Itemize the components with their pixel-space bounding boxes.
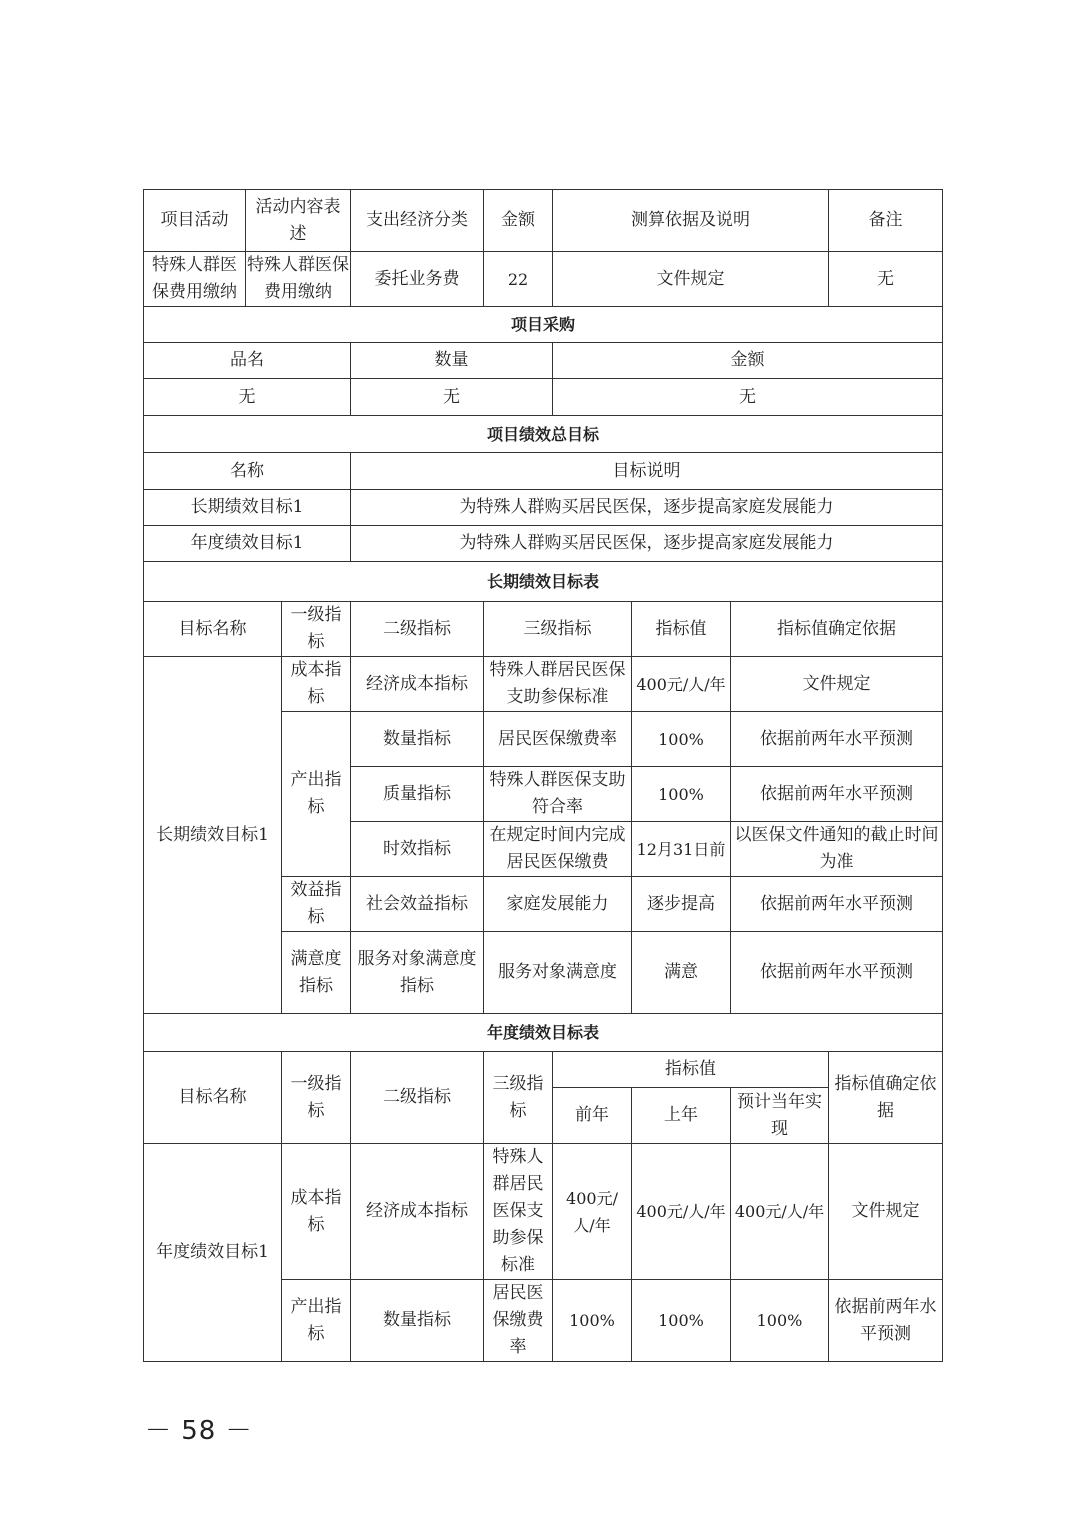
an-header-l3: 三级指标 bbox=[484, 1052, 553, 1144]
header-category: 支出经济分类 bbox=[351, 190, 484, 252]
an-header-l1: 一级指标 bbox=[282, 1052, 351, 1144]
lt-l2: 经济成本指标 bbox=[351, 657, 484, 712]
lt-l2: 数量指标 bbox=[351, 712, 484, 767]
overall-title-row bbox=[144, 416, 943, 453]
an-l2: 数量指标 bbox=[351, 1280, 484, 1362]
annual-header-row bbox=[144, 1052, 943, 1088]
an-basis: 文件规定 bbox=[829, 1144, 943, 1280]
lt-l2: 服务对象满意度指标 bbox=[351, 932, 484, 1014]
header-activity: 项目活动 bbox=[144, 190, 246, 252]
lt-value: 400元/人/年 bbox=[632, 657, 731, 712]
procurement-title: 项目采购 bbox=[144, 307, 943, 343]
procurement-amount: 无 bbox=[553, 379, 943, 416]
an-basis: 依据前两年水平预测 bbox=[829, 1280, 943, 1362]
activity-amount: 22 bbox=[484, 252, 553, 307]
activity-name: 特殊人群医保费用缴纳 bbox=[144, 252, 246, 307]
lt-l3: 在规定时间内完成居民医保缴费 bbox=[484, 822, 632, 877]
procurement-header-item: 品名 bbox=[144, 343, 351, 379]
lt-l3: 特殊人群居民医保支助参保标准 bbox=[484, 657, 632, 712]
table-row bbox=[144, 657, 943, 712]
lt-header-l3: 三级指标 bbox=[484, 602, 632, 657]
overall-row bbox=[144, 526, 943, 562]
activity-basis: 文件规定 bbox=[553, 252, 829, 307]
procurement-header-row bbox=[144, 343, 943, 379]
annual-title-row bbox=[144, 1014, 943, 1052]
lt-basis: 以医保文件通知的截止时间为准 bbox=[731, 822, 943, 877]
an-header-l2: 二级指标 bbox=[351, 1052, 484, 1144]
an-header-prev: 前年 bbox=[553, 1088, 632, 1144]
long-term-title: 长期绩效目标表 bbox=[144, 562, 943, 602]
procurement-header-amount: 金额 bbox=[553, 343, 943, 379]
activity-content: 特殊人群医保费用缴纳 bbox=[246, 252, 351, 307]
lt-value: 12月31日前 bbox=[632, 822, 731, 877]
activity-remark: 无 bbox=[829, 252, 943, 307]
lt-basis: 文件规定 bbox=[731, 657, 943, 712]
header-basis: 测算依据及说明 bbox=[553, 190, 829, 252]
an-l1: 产出指标 bbox=[282, 1280, 351, 1362]
lt-l2: 社会效益指标 bbox=[351, 877, 484, 932]
lt-header-basis: 指标值确定依据 bbox=[731, 602, 943, 657]
lt-l3: 特殊人群医保支助符合率 bbox=[484, 767, 632, 822]
lt-l3: 服务对象满意度 bbox=[484, 932, 632, 1014]
overall-goal-desc: 为特殊人群购买居民医保，逐步提高家庭发展能力 bbox=[351, 526, 943, 562]
lt-basis: 依据前两年水平预测 bbox=[731, 877, 943, 932]
activity-header-row bbox=[144, 190, 943, 252]
page-number: － 58 － bbox=[145, 1416, 253, 1446]
procurement-row bbox=[144, 379, 943, 416]
lt-l1-cost: 成本指标 bbox=[282, 657, 351, 712]
an-goal-name: 年度绩效目标1 bbox=[144, 1144, 282, 1362]
an-l3: 居民医保缴费率 bbox=[484, 1280, 553, 1362]
header-content: 活动内容表述 bbox=[246, 190, 351, 252]
table-row bbox=[144, 1144, 943, 1280]
long-term-header-row bbox=[144, 602, 943, 657]
annual-title: 年度绩效目标表 bbox=[144, 1014, 943, 1052]
lt-goal-name: 长期绩效目标1 bbox=[144, 657, 282, 1014]
an-header-expected: 预计当年实现 bbox=[731, 1088, 829, 1144]
an-l1: 成本指标 bbox=[282, 1144, 351, 1280]
an-expected: 400元/人/年 bbox=[731, 1144, 829, 1280]
lt-l1-satisfaction: 满意度指标 bbox=[282, 932, 351, 1014]
overall-goal-name: 年度绩效目标1 bbox=[144, 526, 351, 562]
an-last: 400元/人/年 bbox=[632, 1144, 731, 1280]
lt-header-l1: 一级指标 bbox=[282, 602, 351, 657]
overall-header-row bbox=[144, 453, 943, 490]
header-amount: 金额 bbox=[484, 190, 553, 252]
lt-basis: 依据前两年水平预测 bbox=[731, 712, 943, 767]
an-l2: 经济成本指标 bbox=[351, 1144, 484, 1280]
an-header-basis: 指标值确定依据 bbox=[829, 1052, 943, 1144]
long-term-title-row bbox=[144, 562, 943, 602]
an-header-last: 上年 bbox=[632, 1088, 731, 1144]
procurement-item: 无 bbox=[144, 379, 351, 416]
procurement-title-row bbox=[144, 307, 943, 343]
an-last: 100% bbox=[632, 1280, 731, 1362]
lt-header-name: 目标名称 bbox=[144, 602, 282, 657]
lt-header-l2: 二级指标 bbox=[351, 602, 484, 657]
overall-row bbox=[144, 490, 943, 526]
lt-l1-benefit: 效益指标 bbox=[282, 877, 351, 932]
an-header-name: 目标名称 bbox=[144, 1052, 282, 1144]
lt-basis: 依据前两年水平预测 bbox=[731, 932, 943, 1014]
an-l3: 特殊人群居民医保支助参保标准 bbox=[484, 1144, 553, 1280]
an-header-value: 指标值 bbox=[553, 1052, 829, 1088]
procurement-qty: 无 bbox=[351, 379, 553, 416]
overall-goal-desc: 为特殊人群购买居民医保，逐步提高家庭发展能力 bbox=[351, 490, 943, 526]
overall-goals-title: 项目绩效总目标 bbox=[144, 416, 943, 453]
activity-category: 委托业务费 bbox=[351, 252, 484, 307]
an-prev: 100% bbox=[553, 1280, 632, 1362]
overall-goal-name: 长期绩效目标1 bbox=[144, 490, 351, 526]
lt-l2: 时效指标 bbox=[351, 822, 484, 877]
lt-basis: 依据前两年水平预测 bbox=[731, 767, 943, 822]
procurement-header-qty: 数量 bbox=[351, 343, 553, 379]
lt-value: 逐步提高 bbox=[632, 877, 731, 932]
overall-header-name: 名称 bbox=[144, 453, 351, 490]
lt-l1-output: 产出指标 bbox=[282, 712, 351, 877]
header-remark: 备注 bbox=[829, 190, 943, 252]
lt-l3: 家庭发展能力 bbox=[484, 877, 632, 932]
lt-value: 100% bbox=[632, 767, 731, 822]
lt-l2: 质量指标 bbox=[351, 767, 484, 822]
an-prev: 400元/人/年 bbox=[553, 1144, 632, 1280]
lt-l3: 居民医保缴费率 bbox=[484, 712, 632, 767]
lt-header-value: 指标值 bbox=[632, 602, 731, 657]
overall-header-desc: 目标说明 bbox=[351, 453, 943, 490]
lt-value: 100% bbox=[632, 712, 731, 767]
activity-row bbox=[144, 252, 943, 307]
an-expected: 100% bbox=[731, 1280, 829, 1362]
lt-value: 满意 bbox=[632, 932, 731, 1014]
budget-table bbox=[143, 189, 943, 1362]
